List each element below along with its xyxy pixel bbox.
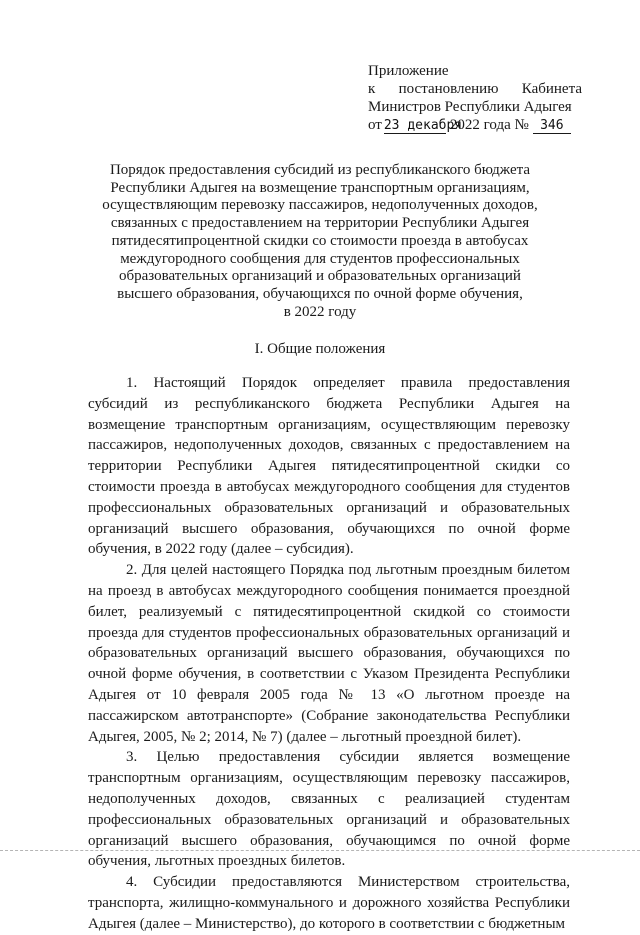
paragraph-1: 1. Настоящий Порядок определяет правила предоставления субсидий из республиканского бюджета Республики Адыгея на возмещение транспортным организациям, осуществляющим перевозку пассажиров, недополученных доходов, связанных с предоставлением на территории Республики Адыгея пятидесятипроцентной скидки со стоимости проезда в автобусах междугородного сообщения для студентов профессиональных образовательных организаций и образовательных организаций высшего образования, обучающихся по очной форме обучения, в 2022 году (далее – субсидия). <box>88 375 570 558</box>
title-line: Республики Адыгея на возмещение транспортным организациям, <box>110 179 530 196</box>
title-line: пятидесятипроцентной скидки со стоимости проезда в автобусах <box>111 232 529 249</box>
approval-year: 2022 года № <box>449 117 529 133</box>
title-line: междугородного сообщения для студентов профессиональных <box>120 250 520 267</box>
section-heading: I. Общие положения <box>254 341 386 357</box>
paragraph-3: 3. Целью предоставления субсидии является возмещение транспортным организациям, осуществляющим перевозку пассажиров, недополученных доходов, связанных с реализацией студентам профессиональных образовательных организаций и образовательных организаций высшего образования, обучающимся по очной форме обучения, льготных проездных билетов. <box>88 749 570 870</box>
approval-cabinet-word: Кабинета <box>521 81 582 97</box>
paragraph-2: 2. Для целей настоящего Порядка под льготным проездным билетом на проезд в автобусах междугородного сообщения понимается проездной билет, реализуемый с пятидесятипроцентной скидкой со стоимости проезда для студентов профессиональных образовательных организаций и образовательных организаций высшего образования, обучающихся по очной форме обучения, в соответствии с Указом Президента Республики Адыгея от 10 февраля 2005 года № 13 «О льготном проезде на пассажирском автотранспорте» (Собрание законодательства Республики Адыгея, 2005, № 2; 2014, № 7) (далее – льготный проездной билет). <box>88 562 570 745</box>
approval-date-line <box>368 116 582 134</box>
title-line: образовательных организаций и образовательных организаций <box>119 268 521 285</box>
scan-artifact-line <box>0 850 640 851</box>
approval-decree-line <box>368 80 582 98</box>
approval-date-prefix: от <box>368 117 382 133</box>
approval-decree-word: постановлению <box>398 81 499 97</box>
document-title <box>84 162 556 321</box>
handwritten-date: 23 декабря <box>383 118 463 133</box>
approval-preposition: к <box>368 81 376 97</box>
title-line: связанных с предоставлением на территории Республики Адыгея <box>110 215 530 232</box>
handwritten-decree-number: 346 <box>533 119 571 134</box>
title-line: в 2022 году <box>283 303 357 320</box>
approval-ministers-line: Министров Республики Адыгея <box>368 99 572 115</box>
approval-block <box>368 62 582 134</box>
approval-title: Приложение <box>368 63 449 79</box>
paragraph-4: 4. Субсидии предоставляются Министерством строительства, транспорта, жилищно-коммунального и дорожного хозяйства Республики Адыгея (далее – Министерство), до которого в соответствии с бюджетным <box>88 874 570 932</box>
title-line: Порядок предоставления субсидий из республиканского бюджета <box>109 162 531 178</box>
title-line: осуществляющим перевозку пассажиров, недополученных доходов, <box>102 197 538 214</box>
title-line: высшего образования, обучающихся по очной форме обучения, <box>117 285 523 302</box>
